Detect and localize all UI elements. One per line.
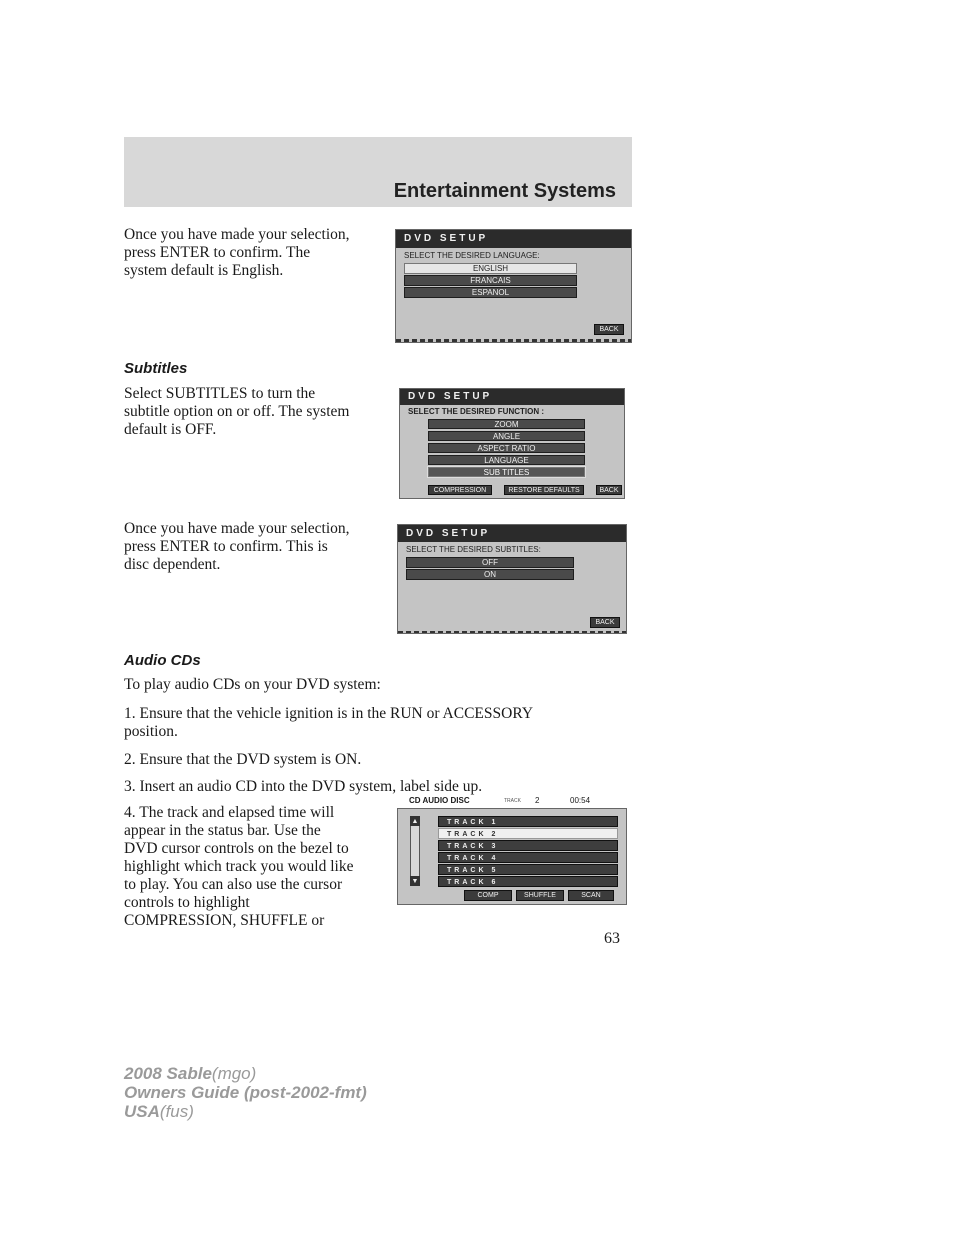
- option-off[interactable]: OFF: [406, 557, 574, 568]
- dvd-setup-function-screen: [399, 388, 625, 499]
- screen-border-stripes: [398, 631, 626, 633]
- dvd-setup-subtitles-screen: [397, 524, 627, 634]
- option-english[interactable]: ENGLISH: [404, 263, 577, 274]
- option-sub-titles[interactable]: SUB TITLES: [428, 467, 585, 477]
- footer-region-code: (fus): [159, 1102, 194, 1121]
- footer-guide: Owners Guide (post-2002-fmt): [124, 1083, 367, 1102]
- track-3[interactable]: TRACK 3: [438, 840, 618, 851]
- footer-model-code: (mgo): [211, 1064, 257, 1083]
- screen-title: DVD SETUP: [396, 230, 631, 248]
- option-zoom[interactable]: ZOOM: [428, 419, 585, 429]
- text-line: COMPRESSION, SHUFFLE or: [124, 912, 325, 929]
- back-button[interactable]: BACK: [590, 617, 620, 628]
- text-line: 1. Ensure that the vehicle ignition is in the RUN or ACCESSORY: [124, 705, 534, 722]
- text-line: Once you have made your selection,: [124, 520, 350, 537]
- scroll-up-icon[interactable]: ▲: [411, 817, 419, 825]
- track-1[interactable]: TRACK 1: [438, 816, 618, 827]
- header-band: [124, 137, 632, 207]
- step-1: [124, 705, 533, 741]
- comp-button[interactable]: COMP: [464, 890, 512, 901]
- track-number: 2: [535, 796, 540, 805]
- footer-line-1: [124, 1064, 367, 1083]
- paragraph-language-confirm: [124, 226, 350, 280]
- option-angle[interactable]: ANGLE: [428, 431, 585, 441]
- footer-line-2: [124, 1083, 367, 1102]
- scroll-down-icon[interactable]: ▼: [411, 877, 419, 885]
- step-4: [124, 804, 353, 930]
- option-francais[interactable]: FRANCAIS: [404, 275, 577, 286]
- screen-prompt: SELECT THE DESIRED SUBTITLES:: [406, 545, 541, 554]
- track-5[interactable]: TRACK 5: [438, 864, 618, 875]
- scan-button[interactable]: SCAN: [568, 890, 614, 901]
- screen-prompt: SELECT THE DESIRED FUNCTION :: [408, 407, 545, 416]
- text-line: controls to highlight: [124, 894, 250, 911]
- cd-audio-screen: [397, 808, 627, 905]
- text-line: disc dependent.: [124, 556, 221, 573]
- heading-audio-cds: Audio CDs: [124, 652, 201, 669]
- footer-region: USA: [124, 1102, 160, 1121]
- text-line: highlight which track you would like: [124, 858, 354, 875]
- option-espanol[interactable]: ESPANOL: [404, 287, 577, 298]
- footer-model: 2008 Sable: [124, 1064, 212, 1083]
- cd-title: CD AUDIO DISC: [409, 796, 470, 805]
- text-line: press ENTER to confirm. The: [124, 244, 311, 261]
- cd-status-bar: [397, 796, 627, 808]
- footer-line-3: [124, 1102, 367, 1121]
- elapsed-time: 00:54: [570, 796, 591, 805]
- track-6[interactable]: TRACK 6: [438, 876, 618, 887]
- screen-border-stripes: [396, 339, 631, 342]
- screen-title: DVD SETUP: [400, 389, 624, 405]
- text-line: to play. You can also use the cursor: [124, 876, 343, 893]
- back-button[interactable]: BACK: [596, 485, 622, 495]
- screen-prompt: SELECT THE DESIRED LANGUAGE:: [404, 251, 540, 260]
- shuffle-button[interactable]: SHUFFLE: [516, 890, 564, 901]
- option-language[interactable]: LANGUAGE: [428, 455, 585, 465]
- compression-button[interactable]: COMPRESSION: [428, 485, 492, 495]
- text-line: press ENTER to confirm. This is: [124, 538, 328, 555]
- paragraph-subtitles: [124, 385, 349, 439]
- heading-subtitles: Subtitles: [124, 360, 188, 377]
- text-line: position.: [124, 723, 178, 740]
- screen-title: DVD SETUP: [398, 525, 626, 542]
- text-line: Select SUBTITLES to turn the: [124, 385, 316, 402]
- option-aspect-ratio[interactable]: ASPECT RATIO: [428, 443, 585, 453]
- track-2[interactable]: TRACK 2: [438, 828, 618, 839]
- dvd-setup-language-screen: [395, 229, 632, 343]
- text-line: default is OFF.: [124, 421, 217, 438]
- text-line: system default is English.: [124, 262, 284, 279]
- back-button[interactable]: BACK: [594, 324, 624, 335]
- option-on[interactable]: ON: [406, 569, 574, 580]
- text-line: 4. The track and elapsed time will: [124, 804, 335, 821]
- text-line: appear in the status bar. Use the: [124, 822, 321, 839]
- paragraph-subtitles-confirm: [124, 520, 350, 574]
- track-4[interactable]: TRACK 4: [438, 852, 618, 863]
- restore-defaults-button[interactable]: RESTORE DEFAULTS: [504, 485, 584, 495]
- step-3: 3. Insert an audio CD into the DVD system, label side up.: [124, 778, 483, 795]
- document-footer: [124, 1064, 367, 1121]
- paragraph-audio-intro: To play audio CDs on your DVD system:: [124, 676, 381, 693]
- section-title: Entertainment Systems: [393, 180, 616, 202]
- text-line: subtitle option on or off. The system: [124, 403, 350, 420]
- page-number: 63: [604, 930, 620, 947]
- track-label: TRACK: [504, 798, 521, 804]
- text-line: Once you have made your selection,: [124, 226, 350, 243]
- text-line: DVD cursor controls on the bezel to: [124, 840, 349, 857]
- step-2: 2. Ensure that the DVD system is ON.: [124, 751, 362, 768]
